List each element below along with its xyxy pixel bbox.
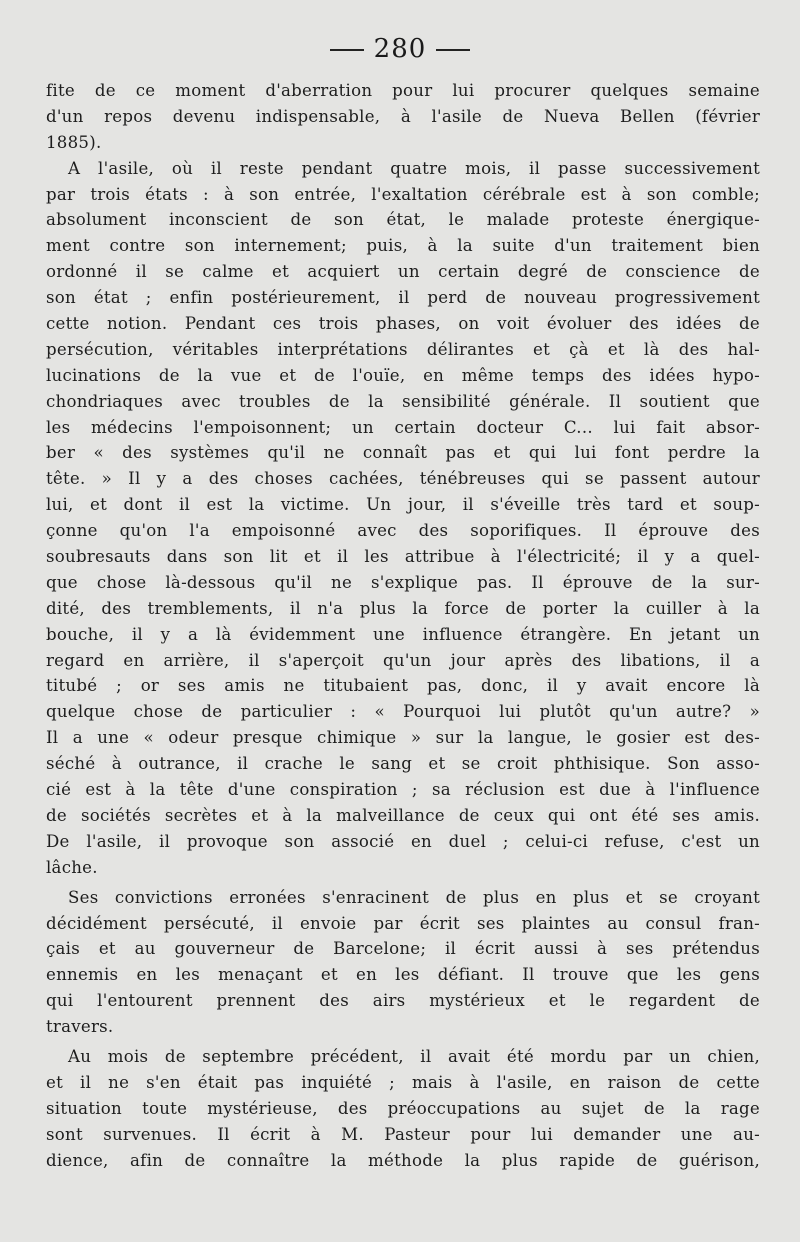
text-line: titubé ; or ses amis ne titubaient pas, donc, il y avait encore là: [46, 676, 760, 696]
paragraph: [46, 885, 760, 1040]
body-text: [46, 78, 760, 1173]
text-line: et il ne s'en était pas inquiété ; mais à l'asile, en raison de cette: [46, 1072, 760, 1092]
text-line: travers.: [46, 1017, 114, 1037]
page-number: [0, 34, 800, 64]
text-line: ment contre son internement; puis, à la suite d'un traitement bien: [46, 236, 760, 256]
text-line: par trois états : à son entrée, l'exaltation cérébrale est à son comble;: [46, 184, 760, 204]
text-line: quelque chose de particulier : « Pourquoi lui plutôt qu'un autre? »: [46, 702, 760, 722]
text-line: chondriaques avec troubles de la sensibilité générale. Il soutient que: [46, 391, 760, 411]
text-line: ennemis en les menaçant et en les défiant. Il trouve que les gens: [46, 965, 760, 985]
page-number-text: 280: [373, 34, 427, 64]
text-line: absolument inconscient de son état, le malade proteste énergique-: [46, 210, 760, 230]
text-line: qui l'entourent prennent des airs mystérieux et le regardent de: [46, 991, 760, 1011]
text-line: dience, afin de connaître la méthode la plus rapide de guérison,: [46, 1150, 760, 1170]
text-line: décidément persécuté, il envoie par écrit ses plaintes au consul fran-: [46, 913, 760, 933]
text-line: çais et au gouverneur de Barcelone; il écrit aussi à ses prétendus: [46, 939, 760, 959]
text-line: 1885).: [46, 132, 102, 152]
text-line: lucinations de la vue et de l'ouïe, en même temps des idées hypo-: [46, 365, 760, 385]
text-line: ordonné il se calme et acquiert un certain degré de conscience de: [46, 262, 760, 282]
page-number-dash-right: [436, 49, 470, 51]
text-line: dité, des tremblements, il n'a plus la force de porter la cuiller à la: [46, 598, 760, 618]
text-line: tête. » Il y a des choses cachées, ténébreuses qui se passent autour: [46, 469, 760, 489]
text-line: cié est à la tête d'une conspiration ; sa réclusion est due à l'influence: [46, 780, 760, 800]
text-line: son état ; enfin postérieurement, il perd de nouveau progressivement: [46, 288, 760, 308]
paragraph: [46, 1044, 760, 1173]
text-line: ber « des systèmes qu'il ne connaît pas et qui lui font perdre la: [46, 443, 760, 463]
text-line: fite de ce moment d'aberration pour lui procurer quelques semaine: [46, 81, 760, 100]
page-number-dash-left: [330, 49, 364, 51]
text-line: Au mois de septembre précédent, il avait été mordu par un chien,: [68, 1046, 760, 1066]
text-line: sont survenues. Il écrit à M. Pasteur pour lui demander une au-: [46, 1124, 760, 1144]
text-line: cette notion. Pendant ces trois phases, on voit évoluer des idées de: [46, 314, 760, 334]
text-line: Ses convictions erronées s'enracinent de plus en plus et se croyant: [68, 887, 760, 907]
text-line: lui, et dont il est la victime. Un jour, il s'éveille très tard et soup-: [46, 495, 760, 515]
text-line: que chose là-dessous qu'il ne s'explique pas. Il éprouve de la sur-: [46, 572, 760, 592]
text-line: les médecins l'empoisonnent; un certain docteur C... lui fait absor-: [46, 417, 760, 437]
text-line: lâche.: [46, 857, 98, 877]
text-line: bouche, il y a là évidemment une influence étrangère. En jetant un: [46, 624, 760, 644]
text-line: regard en arrière, il s'aperçoit qu'un jour après des libations, il a: [46, 650, 760, 670]
text-line: situation toute mystérieuse, des préoccupations au sujet de la rage: [46, 1098, 760, 1118]
text-line: persécution, véritables interprétations délirantes et çà et là des hal-: [46, 339, 760, 359]
text-line: de sociétés secrètes et à la malveillance de ceux qui ont été ses amis.: [46, 805, 760, 825]
text-line: A l'asile, où il reste pendant quatre mois, il passe successivement: [68, 158, 760, 178]
text-line: çonne qu'on l'a empoisonné avec des soporifiques. Il éprouve des: [46, 521, 760, 541]
paragraph: [46, 156, 760, 881]
paragraph: [46, 78, 760, 156]
text-line: d'un repos devenu indispensable, à l'asile de Nueva Bellen (février: [46, 106, 760, 126]
text-line: soubresauts dans son lit et il les attribue à l'électricité; il y a quel-: [46, 547, 760, 567]
text-line: De l'asile, il provoque son associé en duel ; celui-ci refuse, c'est un: [46, 831, 760, 851]
text-line: séché à outrance, il crache le sang et se croit phthisique. Son asso-: [46, 754, 760, 774]
text-line: Il a une « odeur presque chimique » sur la langue, le gosier est des-: [46, 728, 760, 748]
